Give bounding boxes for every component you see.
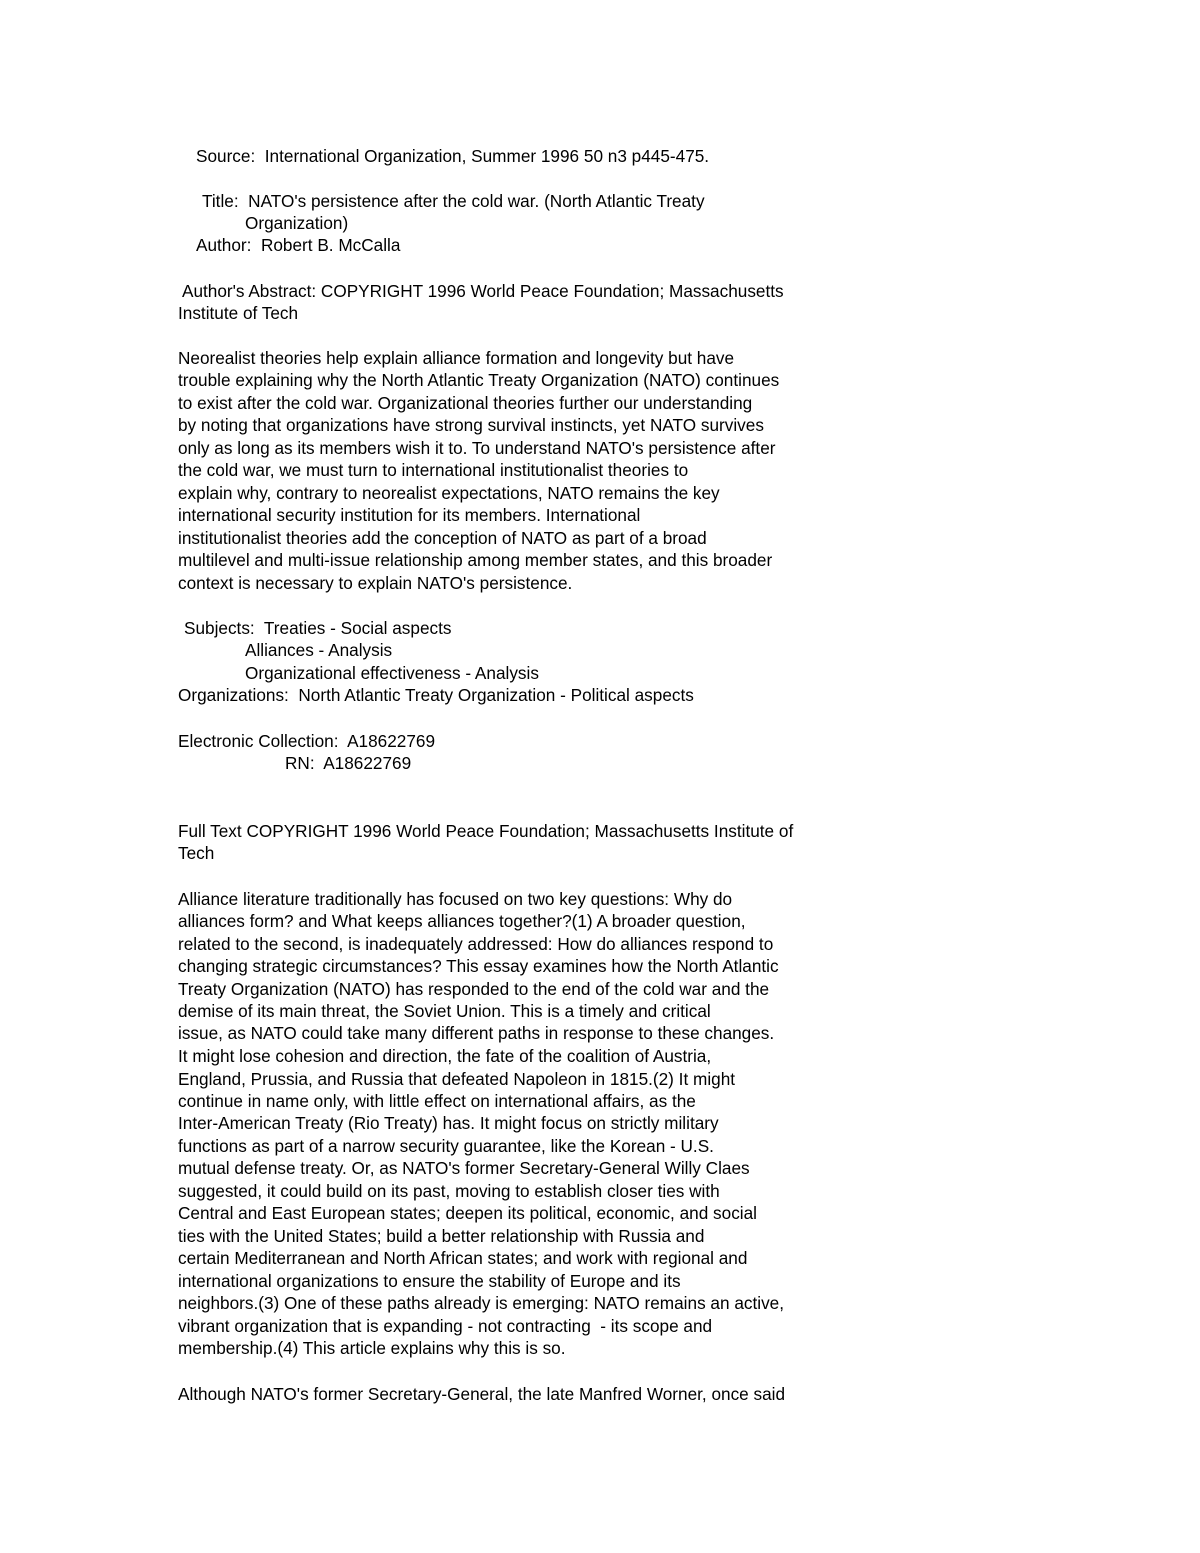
body-line: neighbors.(3) One of these paths already is emerging: NATO remains an active, xyxy=(178,1293,785,1313)
body-line: England, Prussia, and Russia that defeated Napoleon in 1815.(2) It might xyxy=(178,1069,736,1089)
rn-line: RN: A18622769 xyxy=(285,753,412,773)
organizations-line: Organizations: North Atlantic Treaty Organization - Political aspects xyxy=(178,685,694,705)
abstract-heading: Author's Abstract: COPYRIGHT 1996 World Peace Foundation; Massachusetts xyxy=(182,281,784,301)
body-line: It might lose cohesion and direction, the fate of the coalition of Austria, xyxy=(178,1046,712,1066)
body-line: international organizations to ensure the stability of Europe and its xyxy=(178,1271,681,1291)
body-line: related to the second, is inadequately addressed: How do alliances respond to xyxy=(178,934,774,954)
full-text-heading-continued: Tech xyxy=(178,843,215,863)
abstract-line: trouble explaining why the North Atlantic Treaty Organization (NATO) continues xyxy=(178,370,780,390)
abstract-line: context is necessary to explain NATO's persistence. xyxy=(178,573,573,593)
body-line: demise of its main threat, the Soviet Union. This is a timely and critical xyxy=(178,1001,711,1021)
body-line: continue in name only, with little effect on international affairs, as the xyxy=(178,1091,696,1111)
body-line: issue, as NATO could take many different paths in response to these changes. xyxy=(178,1023,775,1043)
subjects-line: Alliances - Analysis xyxy=(245,640,393,660)
body-line: ties with the United States; build a better relationship with Russia and xyxy=(178,1226,705,1246)
body-line: functions as part of a narrow security guarantee, like the Korean - U.S. xyxy=(178,1136,714,1156)
abstract-line: multilevel and multi-issue relationship among member states, and this broader xyxy=(178,550,773,570)
subjects-line: Subjects: Treaties - Social aspects xyxy=(184,618,452,638)
abstract-line: Neorealist theories help explain alliance formation and longevity but have xyxy=(178,348,735,368)
title-line: Title: NATO's persistence after the cold war. (North Atlantic Treaty xyxy=(202,191,705,211)
body-line: changing strategic circumstances? This essay examines how the North Atlantic xyxy=(178,956,779,976)
abstract-line: the cold war, we must turn to international institutionalist theories to xyxy=(178,460,689,480)
body-line: alliances form? and What keeps alliances together?(1) A broader question, xyxy=(178,911,746,931)
subjects-line: Organizational effectiveness - Analysis xyxy=(245,663,539,683)
body-line: membership.(4) This article explains why this is so. xyxy=(178,1338,566,1358)
body-line: vibrant organization that is expanding - not contracting - its scope and xyxy=(178,1316,713,1336)
author-line: Author: Robert B. McCalla xyxy=(196,235,401,255)
abstract-line: by noting that organizations have strong survival instincts, yet NATO survives xyxy=(178,415,764,435)
title-line-continued: Organization) xyxy=(245,213,349,233)
body-line: Central and East European states; deepen its political, economic, and social xyxy=(178,1203,757,1223)
body-line: Alliance literature traditionally has focused on two key questions: Why do xyxy=(178,889,733,909)
body-line: mutual defense treaty. Or, as NATO's former Secretary-General Willy Claes xyxy=(178,1158,750,1178)
body-line: Inter-American Treaty (Rio Treaty) has. It might focus on strictly military xyxy=(178,1113,719,1133)
abstract-line: international security institution for its members. International xyxy=(178,505,641,525)
body-line: Treaty Organization (NATO) has responded to the end of the cold war and the xyxy=(178,979,770,999)
abstract-line: explain why, contrary to neorealist expectations, NATO remains the key xyxy=(178,483,720,503)
electronic-collection-line: Electronic Collection: A18622769 xyxy=(178,731,436,751)
abstract-line: institutionalist theories add the conception of NATO as part of a broad xyxy=(178,528,707,548)
body-line: Although NATO's former Secretary-General, the late Manfred Worner, once said xyxy=(178,1384,786,1404)
abstract-line: to exist after the cold war. Organizational theories further our understanding xyxy=(178,393,753,413)
source-line: Source: International Organization, Summer 1996 50 n3 p445-475. xyxy=(196,146,710,166)
body-line: suggested, it could build on its past, moving to establish closer ties with xyxy=(178,1181,720,1201)
full-text-heading: Full Text COPYRIGHT 1996 World Peace Foundation; Massachusetts Institute of xyxy=(178,821,794,841)
abstract-heading-continued: Institute of Tech xyxy=(178,303,299,323)
body-line: certain Mediterranean and North African states; and work with regional and xyxy=(178,1248,748,1268)
abstract-line: only as long as its members wish it to. To understand NATO's persistence after xyxy=(178,438,776,458)
